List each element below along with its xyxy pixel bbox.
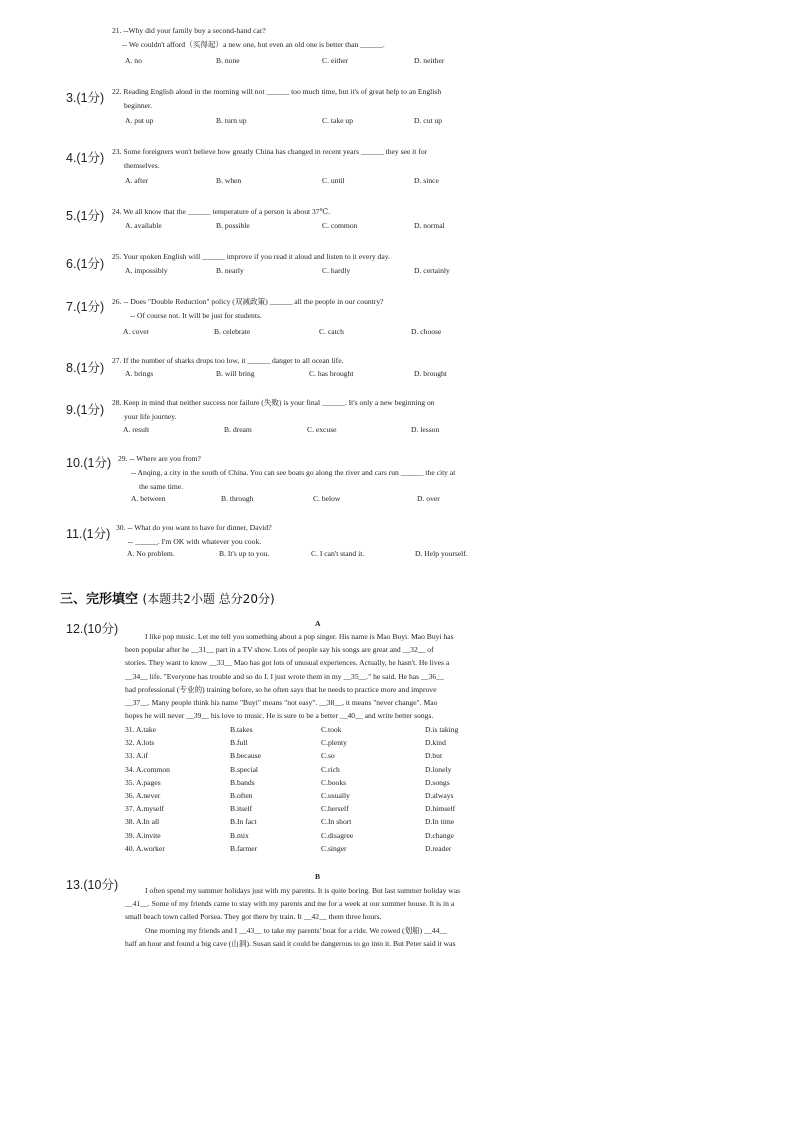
option-d[interactable]: D. brought — [414, 369, 447, 378]
option-b[interactable]: B.often — [230, 791, 253, 800]
question-number: 7.(1分) — [66, 300, 105, 314]
passage-text — [125, 884, 511, 950]
option-d[interactable]: D. lesson — [411, 425, 440, 434]
option-b[interactable]: B. through — [221, 494, 254, 503]
stem-line: 21. --Why did your family buy a second-hand car? — [112, 26, 266, 35]
stem-line: 24. We all know that the ______ temperature of a person is about 37℃. — [112, 207, 330, 216]
option-d[interactable]: D.is taking — [425, 725, 459, 734]
option-b[interactable]: B.mix — [230, 830, 249, 840]
passage-line: half an hour and found a big cave (山洞). Susan said it could be dangerous to go into it. But Peter said it was — [125, 938, 456, 948]
option-a[interactable]: 38. A.In all — [125, 817, 160, 827]
option-d[interactable]: D.reader — [425, 843, 452, 853]
option-c[interactable]: C.books — [321, 777, 347, 787]
stem-line: -- Anqing, a city in the south of China. You can see boats go along the river and cars run ______ the city at — [131, 468, 456, 477]
option-b[interactable]: B.full — [230, 738, 248, 748]
option-a[interactable]: A. impossibly — [125, 266, 168, 275]
option-a[interactable]: 31. A.take — [125, 725, 157, 734]
option-c[interactable]: C. either — [322, 56, 349, 65]
question-number: 13.(10分) — [66, 878, 119, 892]
stem-line: -- We couldn't afford（买得起）a new one, but even an old one is better than ______. — [122, 40, 385, 49]
option-b[interactable]: B. nearly — [216, 266, 244, 275]
option-d[interactable]: D. normal — [414, 221, 445, 230]
question-number: 6.(1分) — [66, 257, 105, 271]
question-stem — [112, 24, 385, 52]
option-d[interactable]: D. over — [417, 494, 440, 503]
question-stem — [112, 85, 441, 113]
stem-line: 25. Your spoken English will ______ improve if you read it aloud and listen to it every day. — [112, 252, 390, 261]
stem-line: 30. -- What do you want to have for dinner, David? — [116, 523, 272, 532]
stem-line: 27. If the number of sharks drops too low, it ______ danger to all ocean life. — [112, 356, 344, 365]
question-stem — [112, 250, 390, 264]
option-c[interactable]: C. hardly — [322, 266, 351, 275]
option-b[interactable]: B.special — [230, 764, 259, 774]
option-d[interactable]: D.lonely — [425, 764, 452, 774]
passage-line: small beach town called Porsea. They got there by train. It __42__ them three hours. — [125, 912, 382, 922]
section-heading — [60, 588, 275, 607]
option-c[interactable]: C. has brought — [309, 369, 354, 378]
option-a[interactable]: A. between — [131, 494, 166, 503]
option-d[interactable]: D.always — [425, 791, 454, 800]
option-d[interactable]: D. neither — [414, 56, 445, 65]
option-a[interactable]: 34. A.common — [125, 764, 170, 774]
option-b[interactable]: B.farmer — [230, 843, 258, 853]
question-stem — [112, 205, 330, 219]
option-b[interactable]: B.because — [230, 751, 261, 761]
option-b[interactable]: B.itself — [230, 804, 253, 814]
question-stem — [118, 452, 455, 494]
option-d[interactable]: D.songs — [425, 777, 450, 787]
option-a[interactable]: A. after — [125, 176, 149, 185]
question-number: 10.(1分) — [66, 456, 112, 470]
option-a[interactable]: 39. A.invite — [125, 830, 161, 840]
option-a[interactable]: 33. A.if — [125, 751, 148, 761]
option-a[interactable]: A. result — [123, 425, 150, 434]
option-d[interactable]: D. since — [414, 176, 439, 185]
option-b[interactable]: B. will bring — [216, 369, 255, 378]
option-d[interactable]: D.In time — [425, 817, 455, 827]
question-number: 3.(1分) — [66, 91, 105, 105]
passage-text — [125, 630, 511, 722]
option-c[interactable]: C.took — [321, 725, 342, 734]
option-b[interactable]: B. turn up — [216, 116, 247, 125]
option-b[interactable]: B. possible — [216, 221, 250, 230]
question-number: 11.(1分) — [66, 527, 111, 541]
passage-line: I like pop music. Let me tell you something about a pop singer. His name is Mao Buyi. Mao Buyi has — [145, 632, 454, 641]
option-c[interactable]: C. I can't stand it. — [311, 549, 365, 558]
stem-line: beginner. — [124, 101, 153, 110]
question-number: 12.(10分) — [66, 622, 119, 636]
option-c[interactable]: C.disagree — [321, 830, 354, 840]
question-number: 4.(1分) — [66, 151, 105, 165]
option-b[interactable]: B. It's up to you. — [219, 549, 270, 558]
option-a[interactable]: 32. A.lots — [125, 738, 155, 748]
stem-line: 22. Reading English aloud in the morning will not ______ too much time, but it's of great help to an English — [112, 87, 442, 96]
option-a[interactable]: A. available — [125, 221, 162, 230]
option-c[interactable]: C. catch — [319, 327, 344, 336]
option-a[interactable]: 36. A.never — [125, 791, 161, 800]
option-a[interactable]: 35. A.pages — [125, 777, 161, 787]
question-stem — [112, 396, 435, 424]
option-c[interactable]: C.so — [321, 751, 335, 761]
option-c[interactable]: C.In short — [321, 817, 352, 827]
question-stem — [112, 354, 343, 368]
passage-line: hopes he will never __39__ his love to music. He is sure to be a better __40__ and write better songs. — [125, 711, 434, 721]
passage-line: I often spend my summer holidays just with my parents. It is quite boring. But last summer holiday was — [145, 886, 461, 895]
option-a[interactable]: A. put up — [125, 116, 154, 125]
passage-line: __34__ life. "Everyone has trouble and so do I. I just wrote them in my __35__." he said. He has __36__ — [125, 671, 444, 681]
option-c[interactable]: C.herself — [321, 804, 349, 814]
option-b[interactable]: B.In fact — [230, 817, 257, 827]
option-d[interactable]: D.but — [425, 751, 443, 761]
stem-line: -- Of course not. It will be just for students. — [130, 311, 262, 320]
passage-line: __37__. Many people think his name "Buyi" means "not easy". __38__, it means "never change". Mao — [125, 698, 438, 708]
option-c[interactable]: C.singer — [321, 843, 347, 853]
passage-line: stories. They want to know __33__ Mao has got lots of unusual experiences. Actually, he hasn't. He lives a — [125, 658, 450, 668]
stem-line: -- ______. I'm OK with whatever you cook. — [128, 537, 262, 546]
option-d[interactable]: D. choose — [411, 327, 442, 336]
option-b[interactable]: B.bands — [230, 777, 255, 787]
stem-line: 26. -- Does "Double Reduction" policy (双减政策) ______ all the people in our country? — [112, 297, 384, 306]
question-stem — [116, 521, 272, 549]
option-c[interactable]: C. below — [313, 494, 341, 503]
option-d[interactable]: D.change — [425, 830, 454, 840]
option-c[interactable]: C. common — [322, 221, 358, 230]
passage-line: __41__. Some of my friends came to stay with my parents and me for a week at our summer house. It is in a — [125, 899, 455, 909]
passage-line: had professional (专业的) training before, so he often says that he needs to practice more and improve — [125, 684, 437, 694]
stem-line: your life journey. — [124, 412, 177, 421]
option-c[interactable]: C. excuse — [307, 425, 337, 434]
option-a[interactable]: A. brings — [125, 369, 154, 378]
option-c[interactable]: C.rich — [321, 764, 340, 774]
option-a[interactable]: A. no — [125, 56, 142, 65]
option-d[interactable]: D. cut up — [414, 116, 443, 125]
option-a[interactable]: 37. A.myself — [125, 804, 165, 814]
stem-line: 28. Keep in mind that neither success nor failure (失败) is your final ______. It's only a new beginning on — [112, 398, 435, 407]
option-a[interactable]: A. cover — [123, 327, 150, 336]
passage-line: been popular after he __31__ part in a TV show. Lots of people say his songs are great and __32__ of — [125, 645, 434, 655]
option-b[interactable]: B. celebrate — [214, 327, 251, 336]
stem-line: 23. Some foreigners won't believe how greatly China has changed in recent years ______ they see it for — [112, 147, 428, 156]
option-d[interactable]: D. Help yourself. — [415, 549, 468, 558]
question-number: 5.(1分) — [66, 209, 105, 223]
section-title: 三、完形填空 — [60, 592, 139, 607]
option-a[interactable]: 40. A.worker — [125, 843, 165, 853]
option-d[interactable]: D. certainly — [414, 266, 450, 275]
option-d[interactable]: D.kind — [425, 738, 446, 748]
section-subtitle: (本题共2小题 总分20分) — [142, 592, 275, 606]
stem-line: 29. -- Where are you from? — [118, 454, 201, 463]
option-c[interactable]: C. until — [322, 176, 345, 185]
question-number: 9.(1分) — [66, 403, 105, 417]
passage-line: One morning my friends and I __43__ to take my parents' boat for a ride. We rowed (划船) __44__ — [145, 925, 447, 935]
option-c[interactable]: C. take up — [322, 116, 354, 125]
option-b[interactable]: B. when — [216, 176, 242, 185]
option-d[interactable]: D.himself — [425, 804, 456, 814]
passage-title: A — [315, 619, 321, 628]
passage-title: B — [315, 872, 321, 881]
option-b[interactable]: B. none — [216, 56, 240, 65]
option-a[interactable]: A. No problem. — [127, 549, 175, 558]
option-b[interactable]: B.takes — [230, 725, 253, 734]
question-number: 8.(1分) — [66, 361, 105, 375]
question-stem — [112, 145, 427, 173]
stem-line: themselves. — [124, 161, 160, 170]
stem-line: the same time. — [139, 482, 184, 491]
option-b[interactable]: B. dream — [224, 425, 252, 434]
question-stem — [112, 295, 384, 323]
option-c[interactable]: C.usually — [321, 791, 350, 800]
option-c[interactable]: C.plenty — [321, 738, 347, 748]
